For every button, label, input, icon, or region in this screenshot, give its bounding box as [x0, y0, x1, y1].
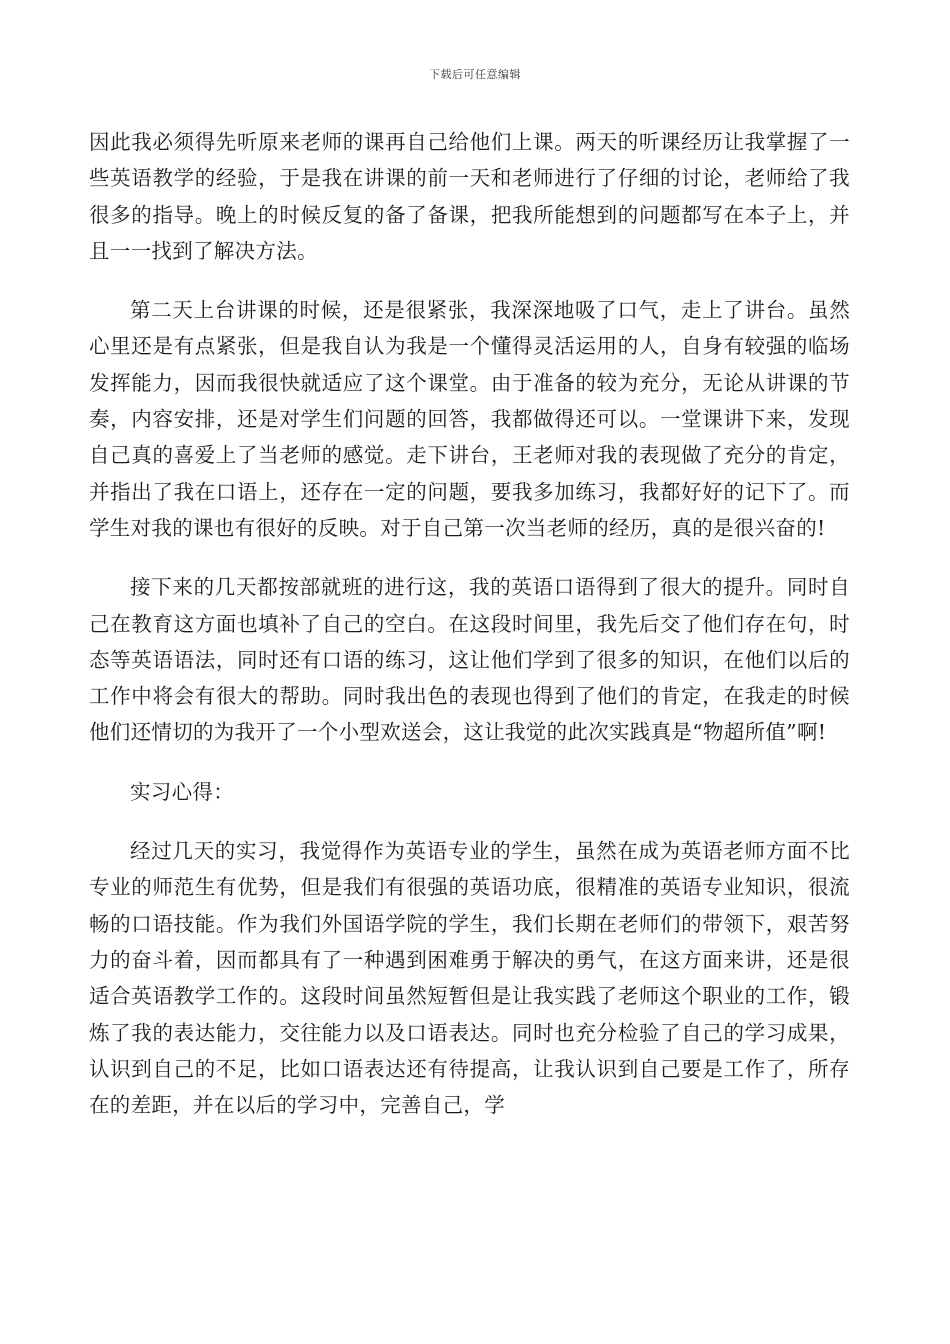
paragraph-1: 因此我必须得先听原来老师的课再自己给他们上课。两天的听课经历让我掌握了一些英语教学的经验，于是我在讲课的前一天和老师进行了仔细的讨论，老师给了我很多的指导。晚上的时候反复的备了备课，把我所能想到的问题都写在本子上，并且一一找到了解决方法。	[89, 130, 850, 263]
page-header: 下载后可任意编辑	[429, 68, 521, 81]
paragraph-4: 经过几天的实习，我觉得作为英语专业的学生，虽然在成为英语老师方面不比专业的师范生有优势，但是我们有很强的英语功底，很精准的英语专业知识，很流畅的口语技能。作为我们外国语学院的学生，我们长期在老师们的带领下，艰苦努力的奋斗着，因而都具有了一种遇到困难勇于解决的勇气，在这方面来讲，还是很适合英语教学工作的。这段时间虽然短暂但是让我实践了老师这个职业的工作，锻炼了我的表达能力，交往能力以及口语表达。同时也充分检验了自己的学习成果，认识到自己的不足，比如口语表达还有待提高，让我认识到自己要是工作了，所存在的差距，并在以后的学习中，完善自己，学	[89, 839, 850, 1118]
paragraph-2: 第二天上台讲课的时候，还是很紧张，我深深地吸了口气，走上了讲台。虽然心里还是有点紧张，但是我自认为我是一个懂得灵活运用的人，自身有较强的临场发挥能力，因而我很快就适应了这个课堂。由于准备的较为充分，无论从讲课的节奏，内容安排，还是对学生们问题的回答，我都做得还可以。一堂课讲下来，发现自己真的喜爱上了当老师的感觉。走下讲台，王老师对我的表现做了充分的肯定，并指出了我在口语上，还存在一定的问题，要我多加练习，我都好好的记下了。而学生对我的课也有很好的反映。对于自己第一次当老师的经历，真的是很兴奋的!	[89, 298, 850, 540]
document-body	[89, 124, 850, 1146]
section-heading: 实习心得：	[130, 779, 234, 804]
paragraph-3: 接下来的几天都按部就班的进行这，我的英语口语得到了很大的提升。同时自己在教育这方面也填补了自己的空白。在这段时间里，我先后交了他们存在句，时态等英语语法，同时还有口语的练习，这让他们学到了很多的知识，在他们以后的工作中将会有很大的帮助。同时我出色的表现也得到了他们的肯定，在我走的时候他们还情切的为我开了一个小型欢送会，这让我觉的此次实践真是“物超所值”啊!	[89, 575, 850, 745]
